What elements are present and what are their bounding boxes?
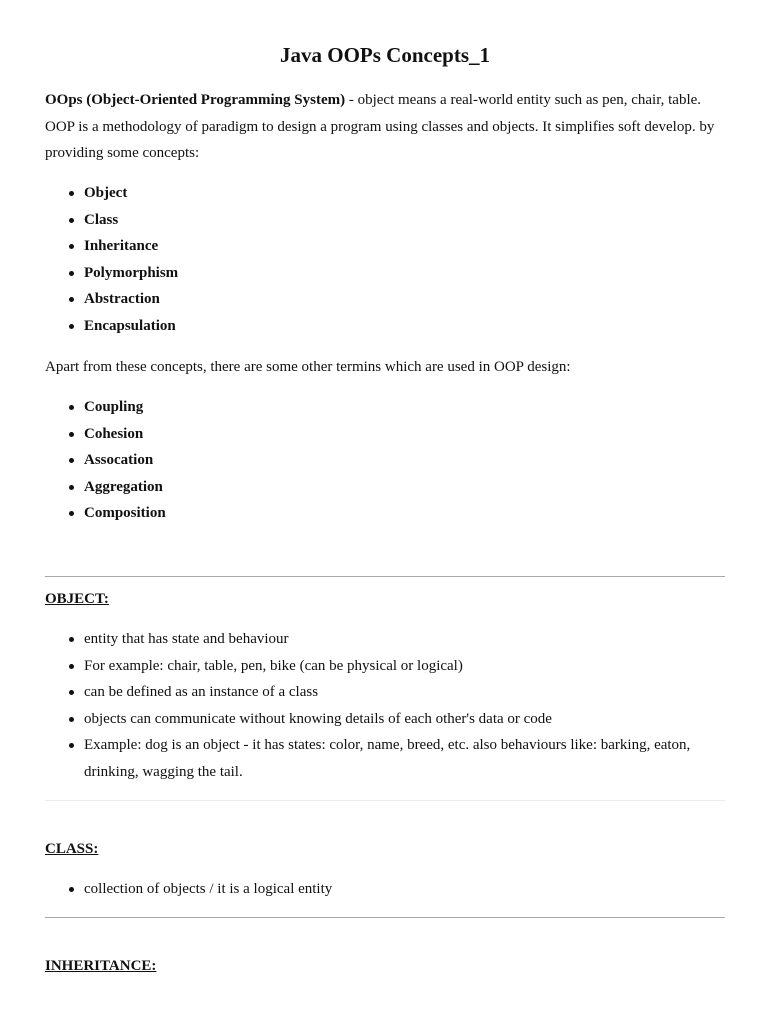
list-item: Object [84,180,725,207]
other-terms-list [45,394,725,527]
list-item: Cohesion [84,421,725,448]
concepts-list [45,180,725,340]
list-item: Aggregation [84,474,725,501]
class-list [45,876,725,903]
list-item: Example: dog is an object - it has states: color, name, breed, etc. also behaviours like: barking, eaton, drinking, wagging the tail. [84,732,725,785]
section-heading-class: CLASS: [45,841,99,857]
list-item: Encapsulation [84,313,725,340]
section-heading-object: OBJECT: [45,591,109,607]
intro-paragraph [45,87,725,167]
list-item: Abstraction [84,286,725,313]
page-title: Java OOPs Concepts_1 [280,43,490,67]
list-item: Composition [84,500,725,527]
list-item: can be defined as an instance of a class [84,679,725,706]
other-terms-intro: Apart from these concepts, there are some other termins which are used in OOP design: [45,359,571,375]
section-divider [45,576,725,577]
section-divider [45,800,725,801]
section-heading-inheritance: INHERITANCE: [45,958,157,974]
object-list [45,626,725,786]
list-item: objects can communicate without knowing details of each other's data or code [84,706,725,733]
section-divider [45,917,725,918]
list-item: Coupling [84,394,725,421]
intro-text: - object means a real-world entity such as pen, chair, table. OOP is a methodology of paradigm to design a program using classes and objects. It simplifies soft develop. by providing some concepts: [45,92,715,162]
list-item: Class [84,207,725,234]
list-item: entity that has state and behaviour [84,626,725,653]
list-item: Inheritance [84,233,725,260]
list-item: Polymorphism [84,260,725,287]
list-item: collection of objects / it is a logical entity [84,876,725,903]
list-item: Assocation [84,447,725,474]
intro-term: OOps (Object-Oriented Programming System) [45,92,346,108]
list-item: For example: chair, table, pen, bike (can be physical or logical) [84,653,725,680]
